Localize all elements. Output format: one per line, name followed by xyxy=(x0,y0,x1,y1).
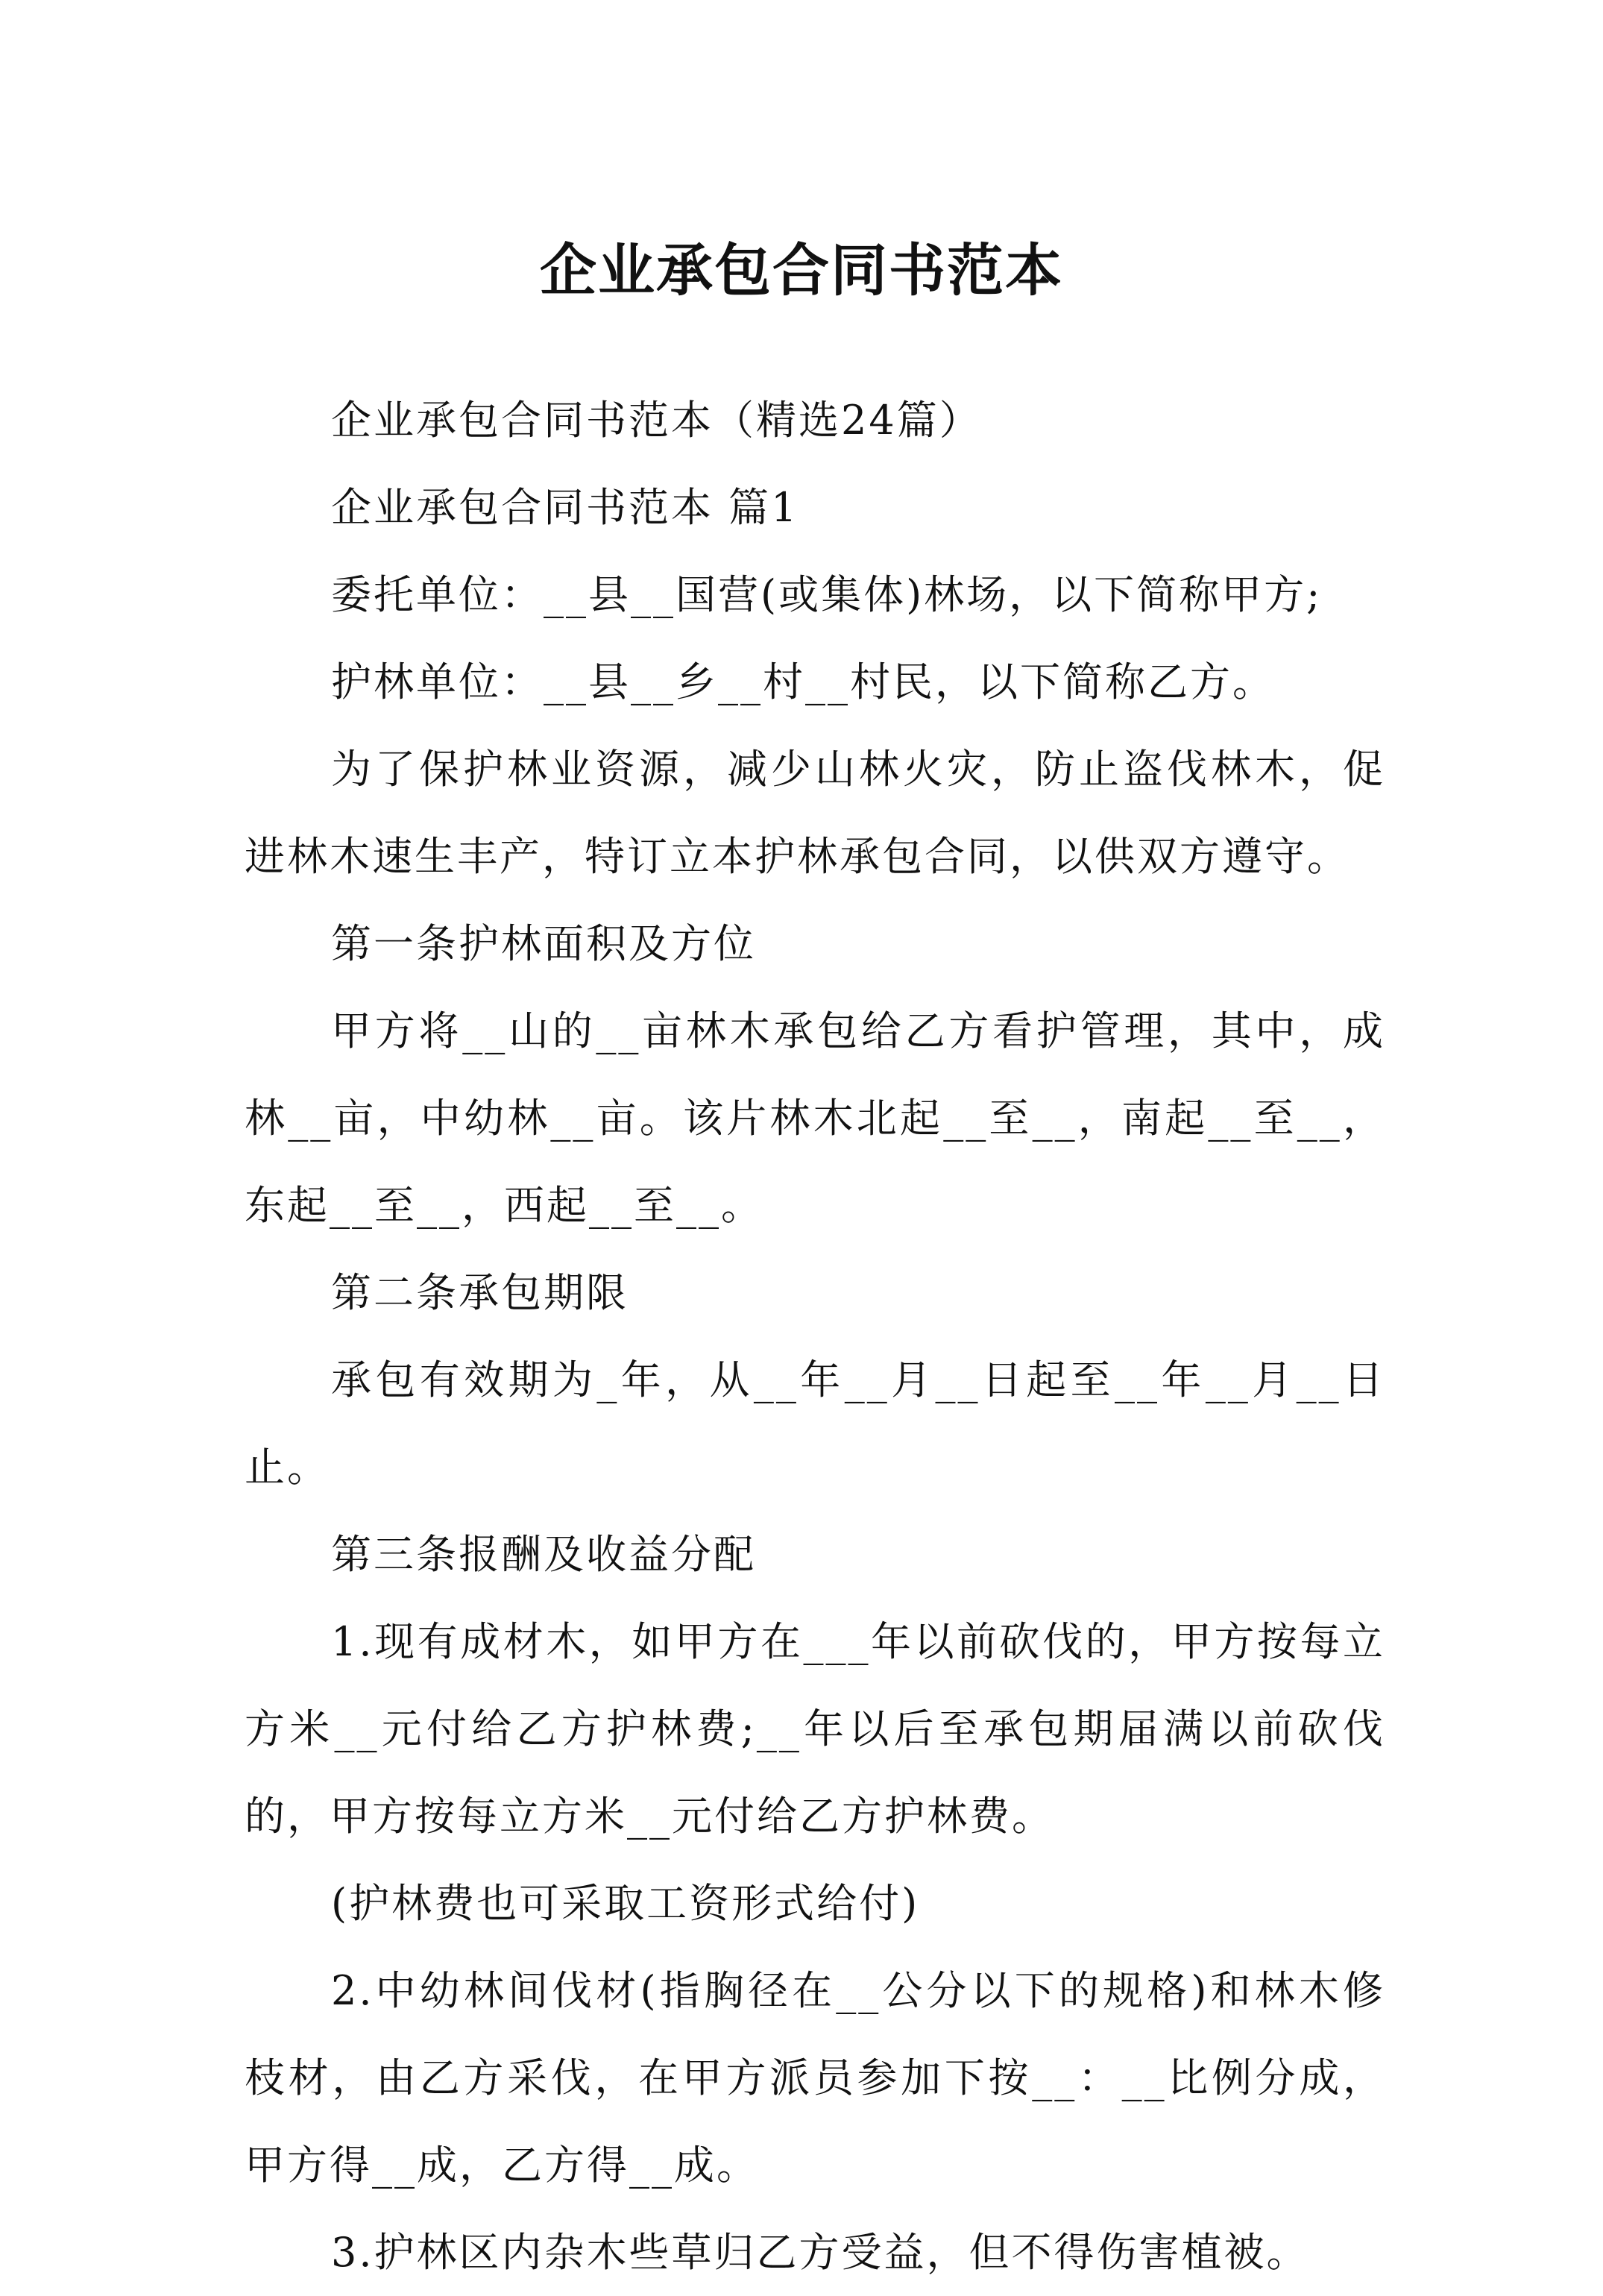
document-body xyxy=(245,377,1385,2296)
paragraph: 委托单位：__县__国营(或集体)林场，以下简称甲方; xyxy=(331,571,1323,618)
paragraph: 承包有效期为_年，从__年__月__日起至__年__月__日止。 xyxy=(245,1356,1385,1491)
paragraph: 第二条承包期限 xyxy=(331,1269,629,1316)
paragraph: 1.现有成材木，如甲方在___年以前砍伐的，甲方按每立方米__元付给乙方护林费;__年以后至承包期届满以前砍伐的，甲方按每立方米__元付给乙方护林费。 xyxy=(245,1618,1385,1840)
paragraph: 企业承包合同书范本（精选24篇） xyxy=(331,397,982,444)
paragraph: 2.中幼林间伐材(指胸径在__公分以下的规格)和林木修枝材，由乙方采伐，在甲方派员参加下按__：__比例分成，甲方得__成，乙方得__成。 xyxy=(245,1967,1385,2189)
paragraph: 第一条护林面积及方位 xyxy=(331,920,756,967)
paragraph: 3.护林区内杂木些草归乙方受益，但不得伤害植被。 xyxy=(331,2229,1309,2276)
paragraph: 为了保护林业资源，减少山林火灾，防止盗伐林木，促进林木速生丰产，特订立本护林承包合同，以供双方遵守。 xyxy=(245,746,1385,880)
document-title: 企业承包合同书范本 xyxy=(540,236,1063,303)
paragraph: (护林费也可采取工资形式给付) xyxy=(331,1880,920,1927)
paragraph: 第三条报酬及收益分配 xyxy=(331,1531,756,1578)
paragraph: 护林单位：__县__乡__村__村民，以下简称乙方。 xyxy=(331,658,1275,705)
paragraph: 企业承包合同书范本 篇1 xyxy=(331,484,799,531)
paragraph: 甲方将__山的__亩林木承包给乙方看护管理，其中，成林__亩，中幼林__亩。该片林木北起__至__，南起__至__，东起__至__，西起__至__。 xyxy=(245,1007,1385,1229)
